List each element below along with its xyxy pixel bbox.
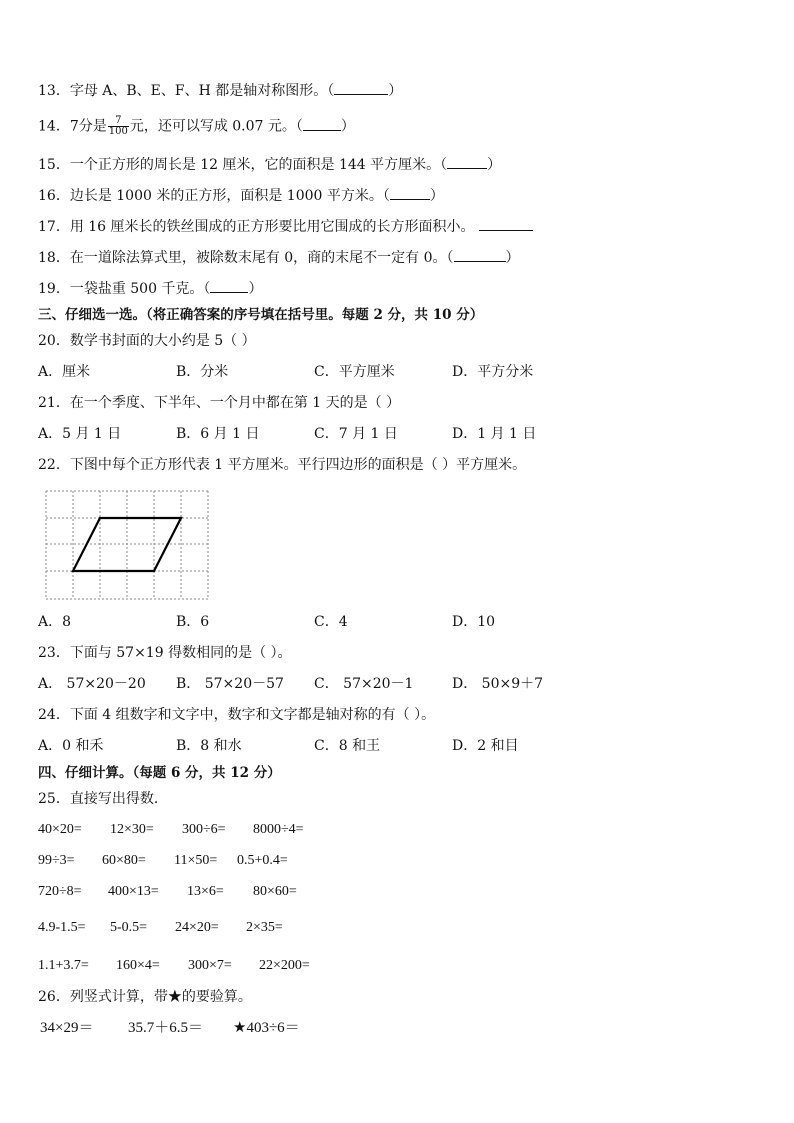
- option-c[interactable]: C．7 月 1 日: [314, 426, 398, 442]
- calc-item: 11×50=: [174, 853, 218, 868]
- calc-item: 300×7=: [188, 958, 232, 973]
- option-d[interactable]: D．1 月 1 日: [452, 426, 537, 442]
- option-b[interactable]: B．6 月 1 日: [176, 426, 260, 442]
- option-b[interactable]: B．8 和水: [176, 738, 242, 754]
- option-b[interactable]: B．分米: [176, 364, 229, 380]
- answer-blank[interactable]: [334, 82, 388, 95]
- question-19: 19．一袋盐重 500 千克。（ ）: [38, 281, 263, 297]
- option-b[interactable]: B．6: [176, 614, 210, 630]
- fraction: $\frac{7}{100}$: [108, 115, 128, 137]
- vertical-calc-item: 34×29＝: [40, 1020, 94, 1036]
- answer-blank[interactable]: [447, 156, 487, 169]
- calc-item: 160×4=: [116, 958, 160, 973]
- calc-item: 400×13=: [108, 884, 159, 899]
- question-18: 18．在一道除法算式里，被除数末尾有 0，商的末尾不一定有 0。（ ）: [38, 250, 520, 266]
- question-17: 17．用 16 厘米长的铁丝围成的正方形要比用它围成的长方形面积小。: [38, 217, 533, 237]
- question-16: 16．边长是 1000 米的正方形，面积是 1000 平方米。（ ）: [38, 188, 444, 204]
- calc-item: 24×20=: [175, 920, 219, 935]
- option-c[interactable]: C． 57×20－1: [314, 676, 414, 692]
- calc-item: 40×20=: [38, 822, 82, 837]
- calc-item: 1.1+3.7=: [38, 958, 89, 973]
- vertical-calc-item: ★403÷6＝: [233, 1020, 300, 1036]
- option-d[interactable]: D．平方分米: [452, 364, 534, 380]
- question-26: 26．列竖式计算，带★的要验算。: [38, 989, 252, 1005]
- option-a[interactable]: A．厘米: [38, 364, 91, 380]
- calc-item: 720÷8=: [38, 884, 82, 899]
- calc-item: 0.5+0.4=: [237, 853, 288, 868]
- option-d[interactable]: D．2 和目: [452, 738, 519, 754]
- question-13-text: 13．字母 A、B、E、F、H 都是轴对称图形。（: [38, 83, 335, 99]
- option-c[interactable]: C．平方厘米: [314, 364, 395, 380]
- question-21: 21．在一个季度、下半年、一个月中都在第 1 天的是（ ）: [38, 395, 401, 411]
- question-13: 13．字母 A、B、E、F、H 都是轴对称图形。（ ）: [38, 83, 403, 99]
- question-22: 22．下图中每个正方形代表 1 平方厘米。平行四边形的面积是（ ）平方厘米。: [38, 457, 527, 473]
- calc-item: 22×200=: [259, 958, 310, 973]
- answer-blank[interactable]: [454, 249, 506, 262]
- section-4-heading: 四、仔细计算。（每题 6 分，共 12 分）: [38, 765, 281, 781]
- grid-figure: [44, 489, 210, 605]
- vertical-calc-item: 35.7＋6.5＝: [128, 1020, 204, 1036]
- option-a[interactable]: A．8: [38, 614, 72, 630]
- answer-blank[interactable]: [303, 118, 341, 131]
- section-3-heading: 三、仔细选一选。（将正确答案的序号填在括号里。每题 2 分，共 10 分）: [38, 307, 484, 323]
- calc-item: 8000÷4=: [253, 822, 304, 837]
- calc-item: 80×60=: [253, 884, 297, 899]
- question-24: 24．下面 4 组数字和文字中，数字和文字都是轴对称的有（ ）。: [38, 707, 436, 723]
- calc-item: 2×35=: [246, 920, 283, 935]
- parallelogram-grid: [44, 489, 210, 601]
- answer-blank[interactable]: [210, 280, 248, 293]
- question-14: 14．7分是 $\frac{7}{100}$ 元，还可以写成 0.07 元。（ ）: [38, 115, 355, 137]
- calc-item: 99÷3=: [38, 853, 75, 868]
- option-d[interactable]: D．10: [452, 614, 496, 630]
- calc-item: 60×80=: [102, 853, 146, 868]
- question-25: 25．直接写出得数．: [38, 791, 168, 807]
- calc-item: 12×30=: [110, 822, 154, 837]
- option-a[interactable]: A．5 月 1 日: [38, 426, 122, 442]
- option-a[interactable]: A． 57×20－20: [38, 676, 146, 692]
- option-a[interactable]: A．0 和禾: [38, 738, 104, 754]
- option-b[interactable]: B． 57×20－57: [176, 676, 284, 692]
- question-23: 23．下面与 57×19 得数相同的是（ ）。: [38, 645, 292, 661]
- calc-item: 300÷6=: [182, 822, 226, 837]
- question-20: 20．数学书封面的大小约是 5（ ）: [38, 333, 256, 349]
- question-15: 15．一个正方形的周长是 12 厘米，它的面积是 144 平方厘米。（ ）: [38, 157, 502, 173]
- answer-blank[interactable]: [390, 187, 430, 200]
- option-d[interactable]: D． 50×9＋7: [452, 676, 544, 692]
- option-c[interactable]: C．4: [314, 614, 348, 630]
- answer-blank[interactable]: [479, 218, 533, 231]
- calc-item: 5-0.5=: [110, 920, 148, 935]
- calc-item: 13×6=: [187, 884, 224, 899]
- option-c[interactable]: C．8 和王: [314, 738, 381, 754]
- calc-item: 4.9-1.5=: [38, 920, 86, 935]
